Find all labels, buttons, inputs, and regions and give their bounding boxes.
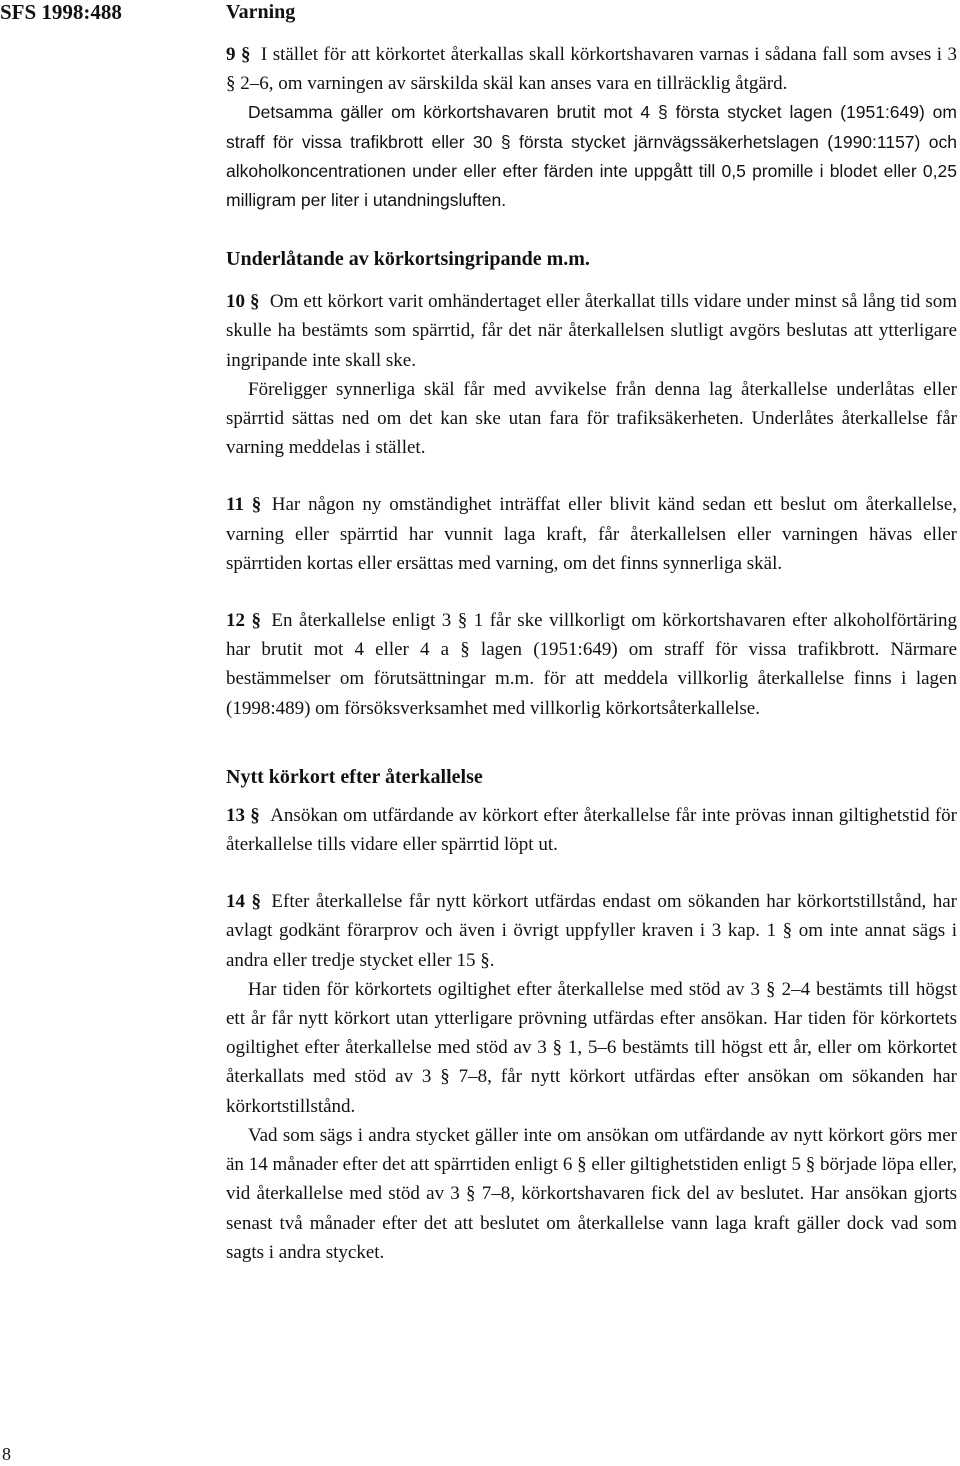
section-9-number: 9 §: [226, 44, 251, 65]
section-14-text: Efter återkallelse får nytt körkort utfärdas endast om sökanden har körkortstillstånd, har avlagt godkänt förarprov och även i övrigt uppfyller kraven i 3 kap. 1 § om inte annat sägs i andra eller tredje stycket eller 15 §.: [226, 891, 957, 971]
section-12: [226, 606, 957, 723]
heading-varning: Varning: [226, 1, 296, 23]
section-13-text: Ansökan om utfärdande av körkort efter återkallelse får inte prövas innan giltighetstid för återkallelse tills vidare eller spärrtid löpt ut.: [226, 804, 957, 856]
section-11-number: 11 §: [226, 494, 262, 516]
section-12-number: 12 §: [226, 610, 261, 632]
section-14-number: 14 §: [226, 891, 261, 913]
section-9: [226, 40, 957, 98]
section-10-paragraph-2: Föreligger synnerliga skäl får med avvikelse från denna lag återkallelse underlåtas eller spärrtid sättas ned om det kan ske utan fara för trafiksäkerheten. Underlåtes återkallelse får varning meddelas i stället.: [226, 378, 957, 459]
section-11: [226, 490, 957, 578]
section-9-paragraph-2: Detsamma gäller om körkortshavaren brutit mot 4 § första stycket lagen (1951:649) om straff för vissa trafikbrott eller 30 § första stycket järnvägssäkerhetslagen (1990:1157) och alkoholkoncentrationen under eller efter färden inte uppgått till 0,5 promille i blodet eller 0,25 milligram per liter i utandningsluften.: [226, 102, 957, 211]
heading-nytt-korkort: Nytt körkort efter återkallelse: [226, 765, 483, 788]
section-9-text: I stället för att körkortet återkallas skall körkortshavaren varnas i sådana fall som avses i 3 § 2–6, om varningen av särskilda skäl kan anses vara en tillräcklig åtgärd.: [226, 44, 957, 95]
section-14: [226, 887, 957, 975]
heading-underlatande: Underlåtande av körkortsingripande m.m.: [226, 248, 590, 271]
section-12-text: En återkallelse enligt 3 § 1 får ske villkorligt om körkortshavaren efter alkoholförtäring har brutit mot 4 eller 4 a § lagen (1951:649) om straff för vissa trafikbrott. Närmare bestämmelser om förutsättningar m.m. för att meddela villkorlig återkallelse finns i lagen (1998:489) om försöksverksamhet med villkorlig körkortsåterkallelse.: [226, 610, 957, 719]
page-number: 8: [2, 1444, 11, 1464]
section-10-text: Om ett körkort varit omhändertaget eller återkallat tills vidare under minst så lång tid som skulle ha bestämts som spärrtid, får det när återkallelsen slutligt avgörs beslutas att ytterligare ingripande inte skall ske.: [226, 291, 957, 371]
section-13-number: 13 §: [226, 804, 260, 826]
section-10-number: 10 §: [226, 291, 260, 313]
section-14-paragraph-3: Vad som sägs i andra stycket gäller inte om ansökan om utfärdande av nytt körkort görs mer än 14 månader efter det att spärrtiden enligt 6 § eller giltighetstiden enligt 5 § började löpa eller, vid återkallelse med stöd av 3 § 7–8, körkortshavaren fick del av beslutet. Har ansökan gjorts senast två månader efter det att beslutet om återkallelse vann laga kraft gäller dock vad som sagts i andra stycket.: [226, 1124, 957, 1263]
section-11-text: Har någon ny omständighet inträffat eller blivit känd sedan ett beslut om återkallelse, varning eller spärrtid har vunnit laga kraft, får återkallelsen eller varningen hävas eller spärrtiden kortas eller ersättas med varning, om det finns synnerliga skäl.: [226, 494, 958, 574]
section-13: [226, 801, 957, 859]
section-10: [226, 287, 957, 375]
document-body: [226, 0, 957, 1267]
section-14-paragraph-2: Har tiden för körkortets ogiltighet efter återkallelse med stöd av 3 § 2–4 bestämts till högst ett år får nytt körkort utan ytterligare prövning utfärdas efter ansökan. Har tiden för körkortets ogiltighet efter återkallelse med stöd av 3 § 1, 5–6 bestämts till högst ett år, eller om körkortet återkallats med stöd av 3 § 7–8, får nytt körkort utfärdas efter ansökan om sökanden har körkortstillstånd.: [226, 978, 957, 1117]
sfs-number: SFS 1998:488: [0, 0, 122, 24]
